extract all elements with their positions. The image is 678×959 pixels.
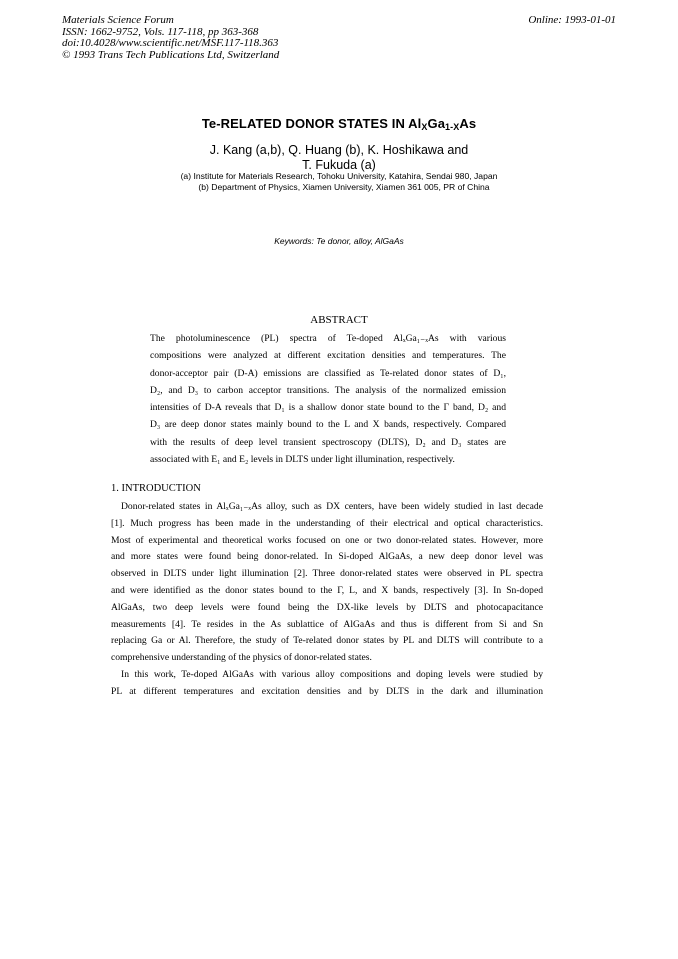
body-line: replacing Ga or Al. Therefore, the study of Te-related donor states by PL and DLTS will contribute to a: [111, 635, 543, 647]
body-line: and were identified as the donor states bound to the Γ, L, and X bands, respectively [3]. In Sn-doped: [111, 584, 543, 596]
authors-line-1: J. Kang (a,b), Q. Huang (b), K. Hoshikawa and: [209, 143, 469, 157]
issn-line: ISSN: 1662-9752, Vols. 117-118, pp 363-368: [62, 25, 259, 38]
body-line: observed in DLTS under light illumination [2]. Three donor-related states were observed in PL spectra: [111, 568, 543, 580]
affiliation-a: (a) Institute for Materials Research, Tohoku University, Katahira, Sendai 980, Japan: [180, 171, 498, 181]
body-line: AlGaAs, two deep levels were found being the DX-like levels by DLTS and photocapacitance: [111, 601, 543, 613]
author-list: [0, 143, 678, 173]
introduction-body: [111, 499, 543, 701]
section-heading-introduction: 1. INTRODUCTION: [111, 483, 201, 494]
paper-title: [0, 116, 678, 132]
title-mid: Ga: [427, 116, 446, 131]
affiliations: [0, 171, 678, 193]
abstract-line: donor-acceptor pair (D-A) emissions are classified as Te-related donor states of D₁,: [150, 367, 506, 379]
title-sub-x: X: [421, 122, 428, 132]
body-line: Most of experimental and theoretical works focused on one or two donor-related states. However, more: [111, 534, 543, 546]
body-line: [1]. Much progress has been made in the understanding of their electrical and optical characteristics.: [111, 517, 543, 529]
title-prefix: Te-RELATED DONOR STATES IN Al: [201, 116, 422, 131]
body-line: PL at different temperatures and excitation densities and by DLTS in the dark and illumination: [111, 685, 543, 697]
title-sub-1x: 1-X: [445, 122, 460, 132]
title-suffix: As: [459, 116, 477, 131]
body-line: Donor-related states in AlₓGa₁₋ₓAs alloy, such as DX centers, have been widely studied in last decade: [121, 501, 543, 512]
keywords: Keywords: Te donor, alloy, AlGaAs: [274, 236, 404, 246]
body-line: and more states were found being donor-related. In Si-doped AlGaAs, a new deep donor level was: [111, 551, 543, 563]
online-date: Online: 1993-01-01: [528, 14, 616, 26]
doi-line: doi:10.4028/www.scientific.net/MSF.117-118.363: [62, 37, 279, 49]
abstract-heading: ABSTRACT: [310, 314, 368, 326]
abstract-line: associated with E₁ and E₂ levels in DLTS under light illumination, respectively.: [150, 454, 455, 466]
abstract-line: compositions were analyzed at different excitation densities and temperatures. The: [150, 350, 506, 362]
abstract-line: with the results of deep level transient spectroscopy (DLTS), D₂ and D₃ states are: [150, 436, 506, 448]
header-citation: [62, 15, 279, 61]
journal-name: Materials Science Forum: [62, 14, 174, 26]
abstract-body: [150, 330, 506, 468]
body-line: In this work, Te-doped AlGaAs with various alloy compositions and doping levels were studied by: [121, 668, 543, 680]
abstract-line: intensities of D-A reveals that D₁ is a shallow donor state bound to the Γ band, D₂ and: [150, 402, 506, 414]
abstract-line: The photoluminescence (PL) spectra of Te-doped AlₓGa₁₋ₓAs with various: [150, 333, 506, 344]
abstract-line: D₃ are deep donor states mainly bound to the L and X bands, respectively. Compared: [150, 419, 506, 431]
body-line: comprehensive understanding of the physics of donor-related states.: [111, 652, 372, 664]
abstract-line: D₂, and D₃ to carbon acceptor transitions. The analysis of the normalized emission: [150, 384, 506, 396]
authors-line-2: T. Fukuda (a): [302, 158, 376, 172]
copyright-line: © 1993 Trans Tech Publications Ltd, Switzerland: [62, 48, 280, 61]
body-line: measurements [4]. Te resides in the As sublattice of AlGaAs and thus is different from Si and Sn: [111, 618, 543, 630]
affiliation-b: (b) Department of Physics, Xiamen University, Xiamen 361 005, PR of China: [198, 182, 490, 192]
